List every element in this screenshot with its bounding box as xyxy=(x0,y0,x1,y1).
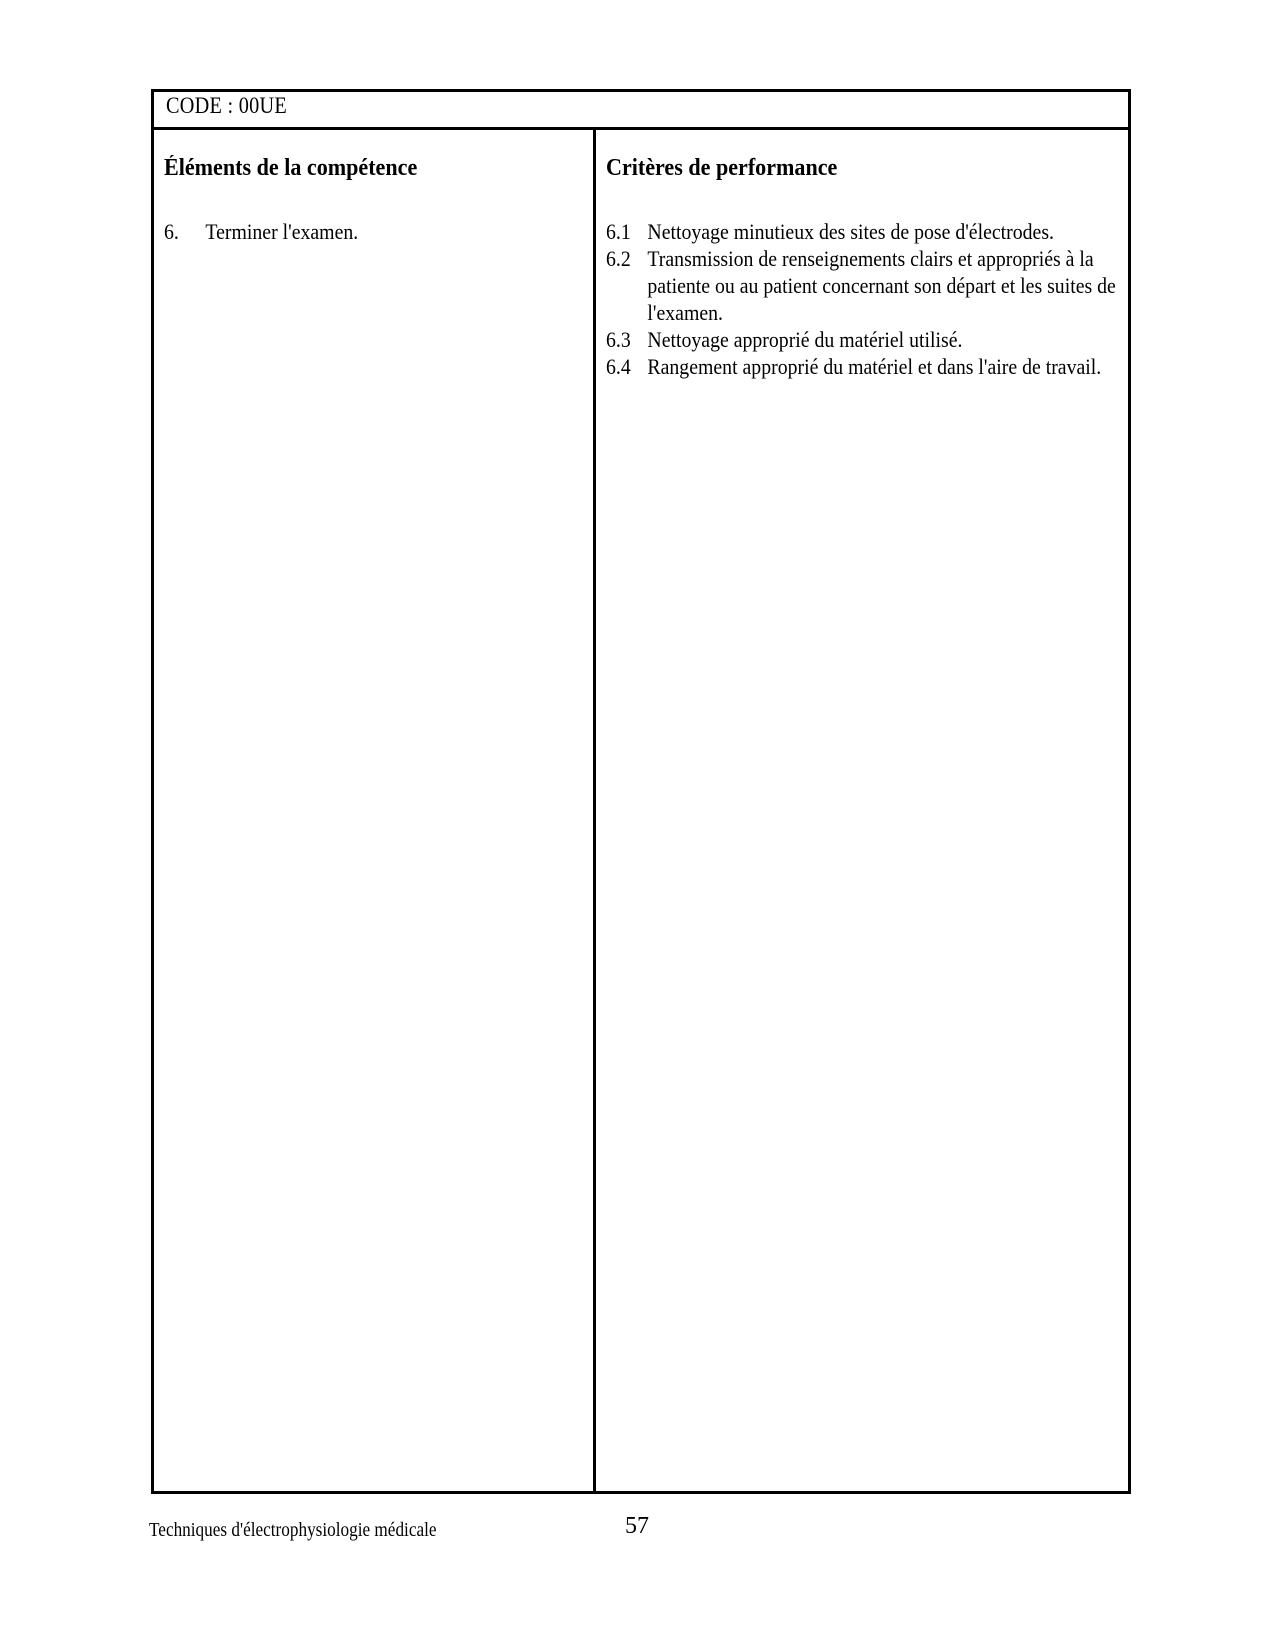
criterion-text: Nettoyage minutieux des sites de pose d'électrodes. xyxy=(647,219,1055,244)
criterion-text: Nettoyage approprié du matériel utilisé. xyxy=(647,327,963,352)
competency-table xyxy=(151,89,1131,1494)
elements-column xyxy=(164,130,584,245)
criterion-text: Transmission de renseignements clairs et appropriés à la patiente ou au patient concernant son départ et les suites de l'examen. xyxy=(647,246,1116,325)
element-item xyxy=(164,218,578,245)
criterion-number: 6.3 xyxy=(606,327,631,352)
criterion-number: 6.1 xyxy=(606,219,631,244)
competency-code: CODE : 00UE xyxy=(166,93,287,118)
elements-heading: Éléments de la compétence xyxy=(164,155,418,181)
elements-list xyxy=(164,218,584,245)
criterion-number: 6.4 xyxy=(606,354,631,379)
criterion-item xyxy=(606,218,1128,245)
criteria-column xyxy=(606,130,1126,380)
criterion-text: Rangement approprié du matériel et dans l'aire de travail. xyxy=(647,354,1102,379)
element-text: Terminer l'examen. xyxy=(205,219,359,244)
column-divider xyxy=(593,130,596,1491)
page-number: 57 xyxy=(625,1513,649,1539)
criterion-number: 6.2 xyxy=(606,246,631,271)
criteria-heading: Critères de performance xyxy=(606,155,838,181)
criterion-item xyxy=(606,353,1128,380)
code-row xyxy=(154,92,1128,130)
criterion-item xyxy=(606,245,1128,326)
footer-program-title: Techniques d'électrophysiologie médicale xyxy=(149,1519,437,1541)
criterion-item xyxy=(606,326,1128,353)
criteria-list xyxy=(606,218,1126,380)
element-number: 6. xyxy=(164,219,179,244)
